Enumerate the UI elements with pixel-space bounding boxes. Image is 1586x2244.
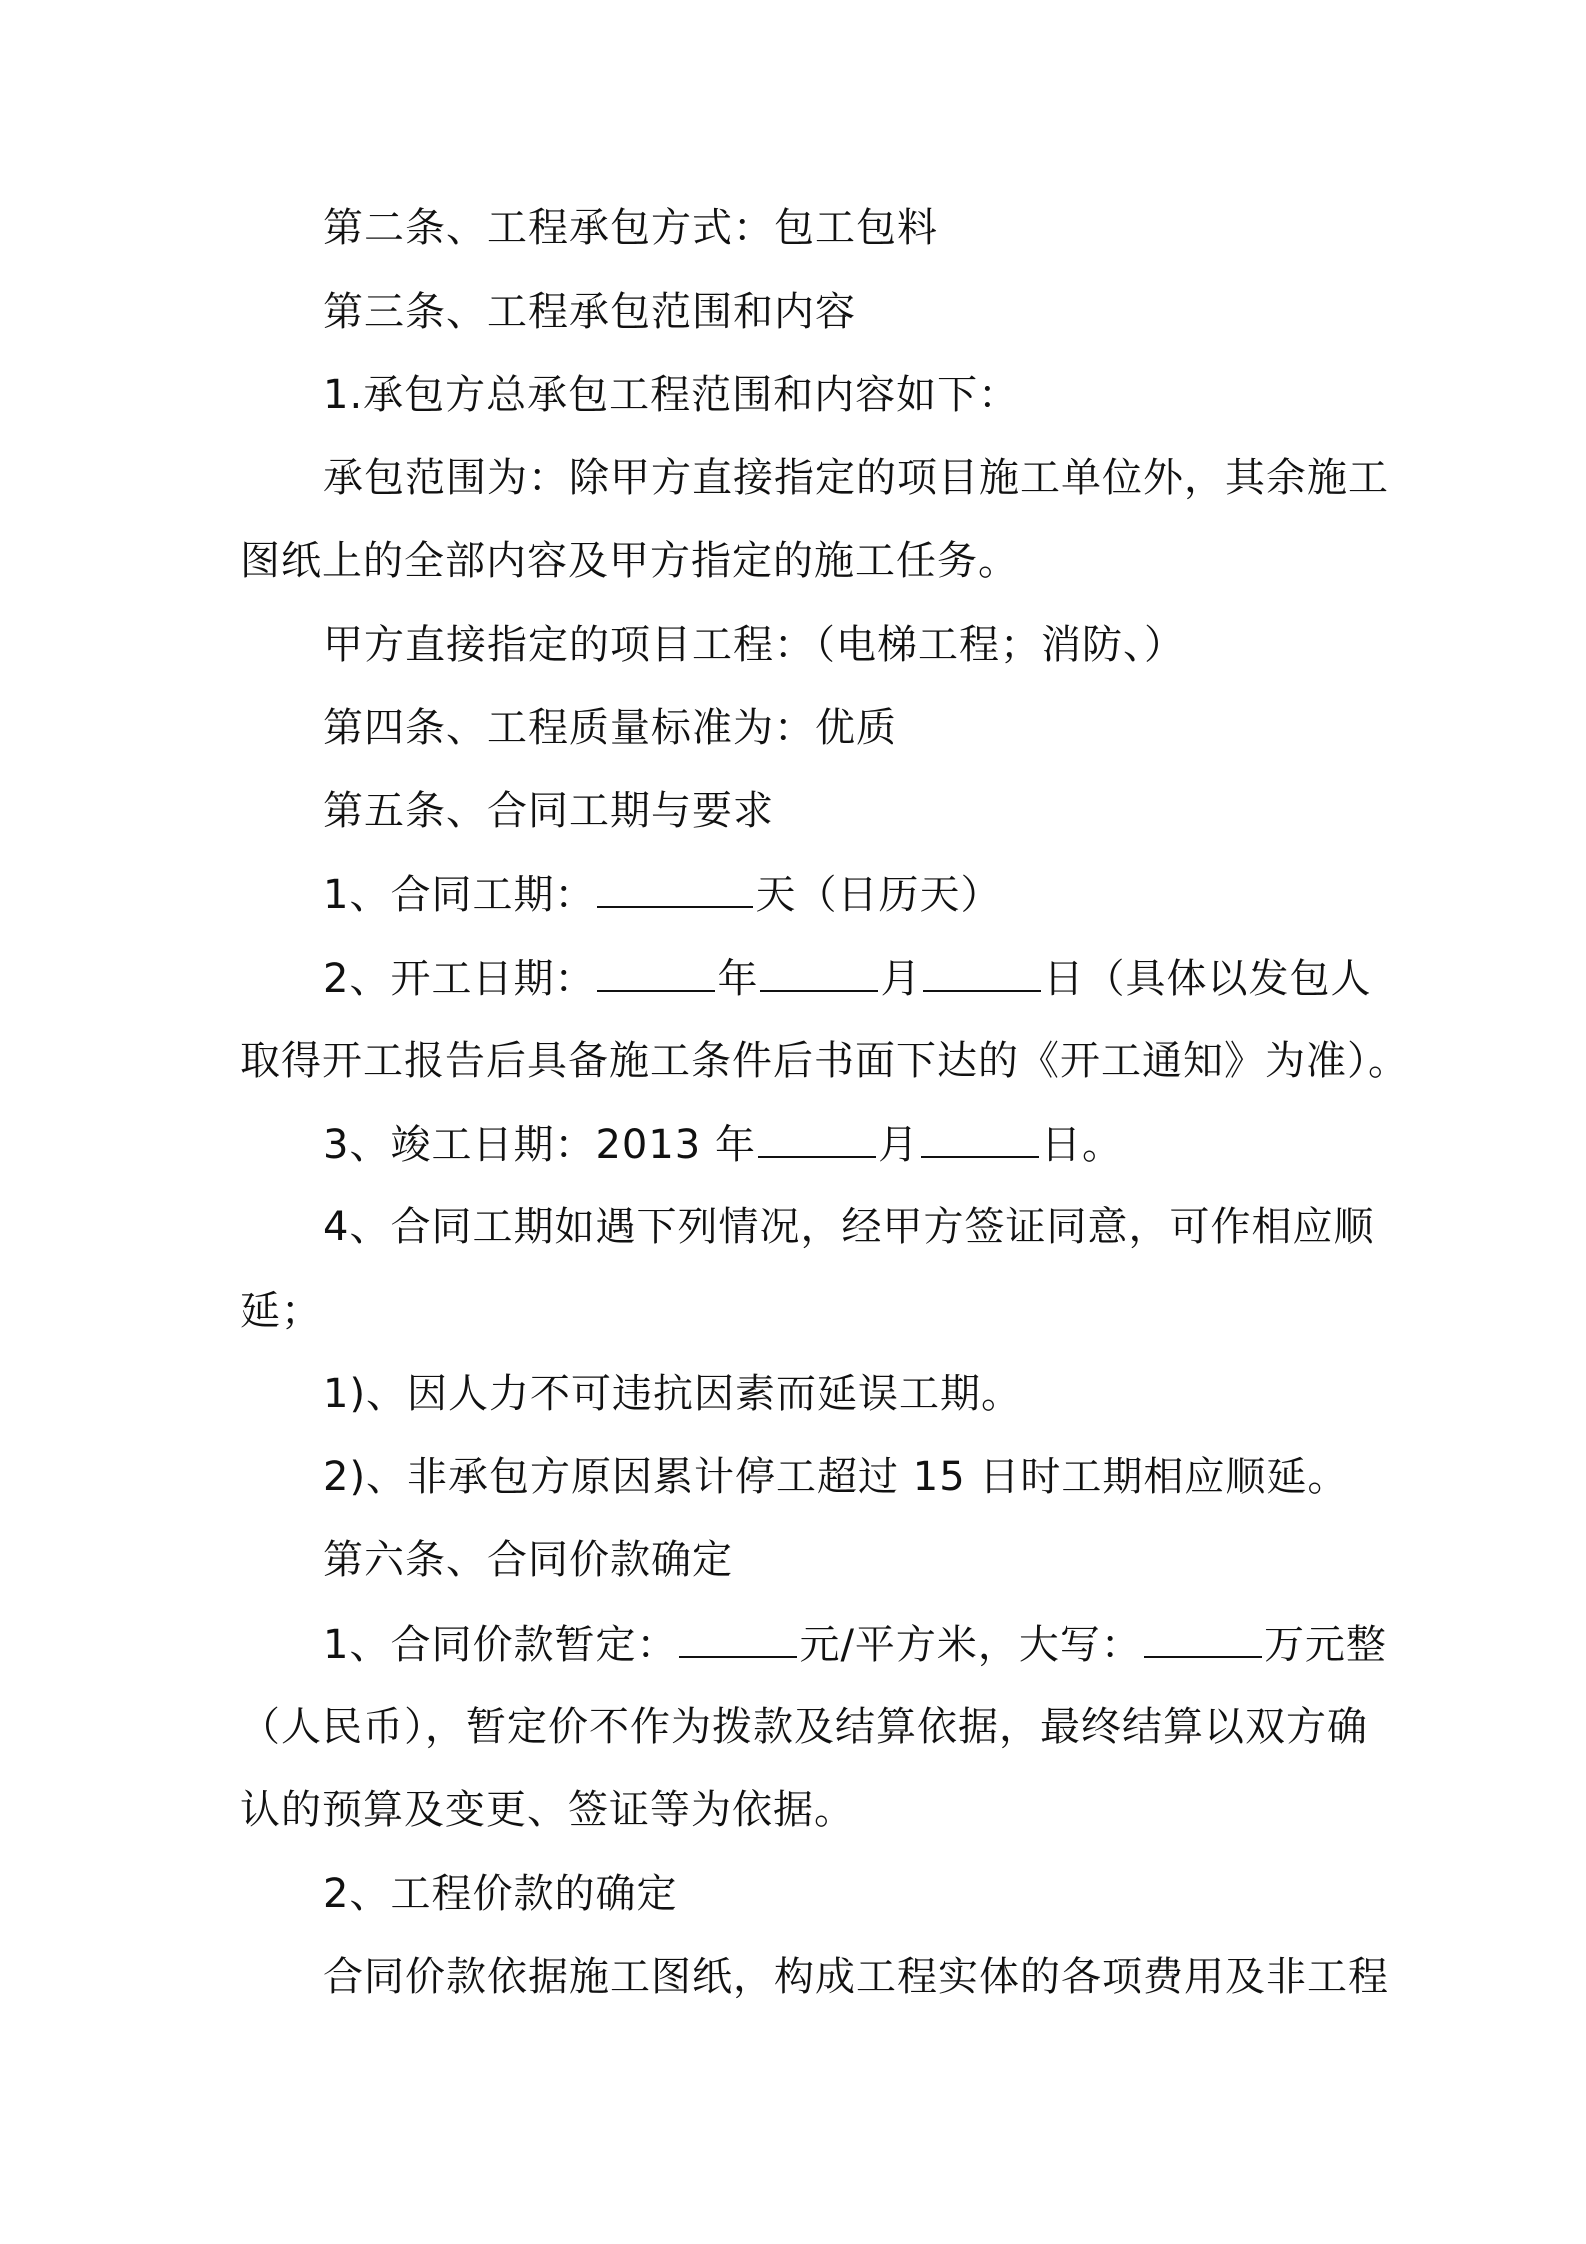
- start-date-label: 2、开工日期：: [323, 956, 596, 1002]
- provisional-price-label: 1、合同价款暂定：: [323, 1622, 678, 1668]
- unit-price-blank: [679, 1618, 797, 1658]
- start-month-blank: [760, 952, 878, 992]
- designated-projects: 甲方直接指定的项目工程：（电梯工程；消防、）: [323, 622, 1185, 668]
- provisional-price-note-1: （人民币），暂定价不作为拨款及结算依据，最终结算以双方确: [240, 1704, 1368, 1750]
- clause-3-heading: 第三条、工程承包范围和内容: [323, 289, 856, 335]
- completion-month-blank: [758, 1118, 876, 1158]
- clause-5-heading: 第五条、合同工期与要求: [323, 788, 774, 834]
- scope-paragraph-line-1: 承包范围为：除甲方直接指定的项目施工单位外，其余施工: [323, 455, 1389, 501]
- contract-period-unit: 天（日历天）: [755, 872, 1002, 918]
- provisional-price-note-2: 认的预算及变更、签证等为依据。: [240, 1787, 855, 1833]
- completion-date-label: 3、竣工日期：2013 年: [323, 1122, 756, 1168]
- days-blank: [597, 868, 753, 908]
- start-date-line: [323, 952, 1371, 1005]
- provisional-price-line: [323, 1618, 1387, 1671]
- clause-2-heading: 第二条、工程承包方式：包工包料: [323, 205, 938, 251]
- extension-case-1: 1)、因人力不可违抗因素而延误工期。: [323, 1371, 1023, 1417]
- extension-case-2: 2)、非承包方原因累计停工超过 15 日时工期相应顺延。: [323, 1454, 1349, 1500]
- clause-6-heading: 第六条、合同价款确定: [323, 1537, 733, 1583]
- start-year-blank: [597, 952, 715, 992]
- start-date-note-continued: 取得开工报告后具备施工条件后书面下达的《开工通知》为准）。: [240, 1038, 1409, 1084]
- extension-conditions-line-1: 4、合同工期如遇下列情况，经甲方签证同意，可作相应顺: [323, 1204, 1375, 1250]
- extension-conditions-line-2: 延；: [240, 1288, 322, 1334]
- scope-paragraph-line-2: 图纸上的全部内容及甲方指定的施工任务。: [240, 538, 1019, 584]
- start-date-note: 日（具体以发包人: [1043, 956, 1372, 1002]
- unit-price-unit: 元/平方米，大写：: [799, 1622, 1142, 1668]
- completion-day-blank: [921, 1118, 1039, 1158]
- capital-amount-unit: 万元整: [1263, 1622, 1387, 1668]
- completion-month-unit: 月: [877, 1122, 919, 1168]
- price-determination-heading: 2、工程价款的确定: [323, 1871, 678, 1917]
- completion-date-line: [323, 1118, 1123, 1171]
- scope-item-1: 1.承包方总承包工程范围和内容如下：: [323, 372, 1020, 418]
- price-basis-line: 合同价款依据施工图纸，构成工程实体的各项费用及非工程: [323, 1954, 1389, 2000]
- start-month-unit: 月: [880, 956, 922, 1002]
- completion-day-unit: 日。: [1040, 1122, 1123, 1168]
- contract-period-label: 1、合同工期：: [323, 872, 596, 918]
- clause-4-heading: 第四条、工程质量标准为：优质: [323, 705, 897, 751]
- start-year-unit: 年: [717, 956, 759, 1002]
- start-day-blank: [923, 952, 1041, 992]
- capital-amount-blank: [1144, 1618, 1262, 1658]
- contract-period-line: [323, 868, 1001, 921]
